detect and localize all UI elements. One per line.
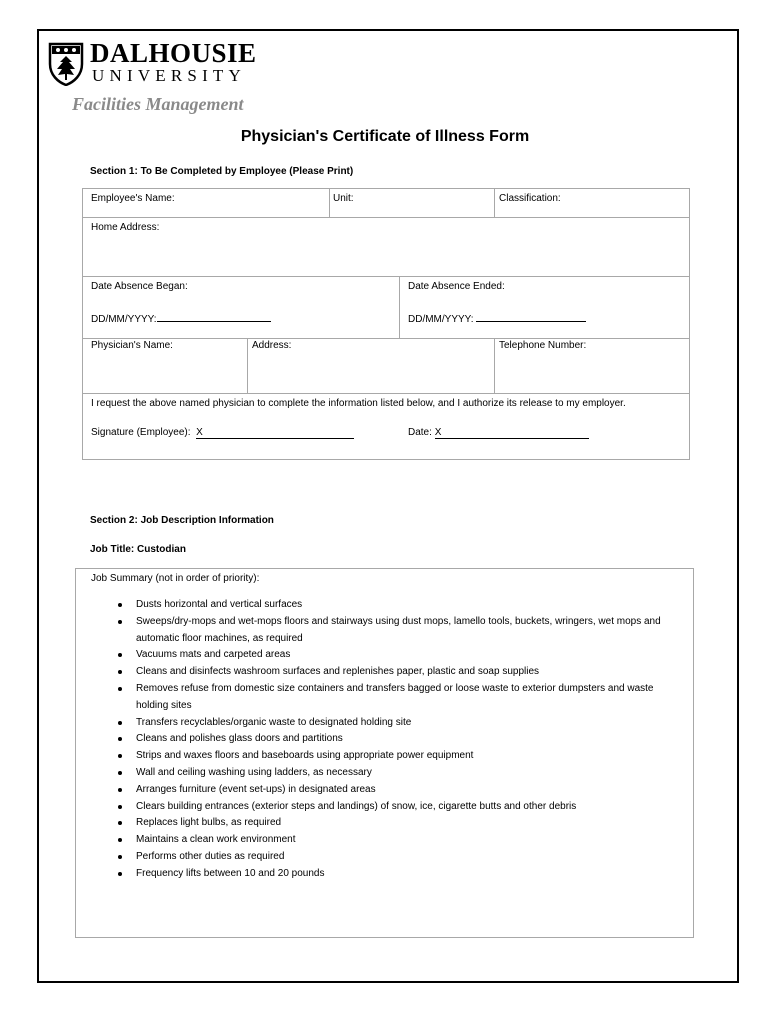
signature-label: Signature (Employee): (91, 427, 191, 438)
employee-name-field[interactable]: Employee's Name: (91, 193, 175, 204)
job-summary-label: Job Summary (not in order of priority): (91, 573, 260, 584)
logo-wordmark-dalhousie: DALHOUSIE (90, 38, 257, 68)
home-address-field[interactable]: Home Address: (91, 222, 160, 233)
list-item: Strips and waxes floors and baseboards using appropriate power equipment (118, 748, 678, 765)
employee-signature-field[interactable] (91, 427, 354, 439)
logo-wordmark-university: UNIVERSITY (92, 66, 246, 85)
row-divider (82, 217, 690, 218)
list-item: Vacuums mats and carpeted areas (118, 647, 678, 664)
date-began-input[interactable] (91, 311, 271, 325)
list-item: Cleans and disinfects washroom surfaces and replenishes paper, plastic and soap supplies (118, 664, 678, 681)
col-divider (494, 188, 495, 217)
duties-list (118, 597, 678, 883)
date-began-line (157, 311, 271, 322)
list-item: Performs other duties as required (118, 849, 678, 866)
row-divider (82, 338, 690, 339)
date-label: Date: (408, 427, 432, 438)
list-item: Transfers recyclables/organic waste to designated holding site (118, 715, 678, 732)
list-item: Frequency lifts between 10 and 20 pounds (118, 866, 678, 883)
list-item: Removes refuse from domestic size containers and transfers bagged or loose waste to exterior dumpsters and waste holding sites (118, 681, 678, 715)
list-item: Wall and ceiling washing using ladders, as necessary (118, 765, 678, 782)
department-subtitle: Facilities Management (72, 94, 244, 114)
list-item: Maintains a clean work environment (118, 832, 678, 849)
list-item: Replaces light bulbs, as required (118, 815, 678, 832)
list-item: Sweeps/dry-mops and wet-mops floors and stairways using dust mops, lamello tools, buckets, wringers, wet mops and automatic floor machines, as required (118, 614, 678, 648)
list-item: Cleans and polishes glass doors and partitions (118, 731, 678, 748)
date-format-label: DD/MM/YYYY: (91, 314, 157, 325)
unit-field[interactable]: Unit: (333, 193, 354, 204)
signature-line: X (196, 427, 354, 439)
date-absence-began-label: Date Absence Began: (91, 281, 188, 292)
col-divider (329, 188, 330, 217)
classification-field[interactable]: Classification: (499, 193, 561, 204)
authorization-statement: I request the above named physician to complete the information listed below, and I authorize its release to my employer. (91, 398, 626, 409)
form-title: Physician's Certificate of Illness Form (240, 128, 530, 145)
section1-heading: Section 1: To Be Completed by Employee (Please Print) (90, 166, 354, 177)
row-divider (82, 276, 690, 277)
job-title: Job Title: Custodian (90, 544, 186, 555)
col-divider (494, 338, 495, 393)
col-divider (247, 338, 248, 393)
row-divider (82, 393, 690, 394)
section2-heading: Section 2: Job Description Information (90, 515, 274, 526)
list-item: Dusts horizontal and vertical surfaces (118, 597, 678, 614)
date-ended-input[interactable] (408, 311, 586, 325)
shield-crest-icon (48, 42, 84, 86)
physician-address-field[interactable]: Address: (252, 340, 292, 351)
physician-name-field[interactable]: Physician's Name: (91, 340, 173, 351)
list-item: Clears building entrances (exterior steps and landings) of snow, ice, cigarette butts and other debris (118, 799, 678, 816)
date-absence-ended-label: Date Absence Ended: (408, 281, 505, 292)
date-format-label: DD/MM/YYYY: (408, 314, 474, 325)
col-divider (399, 276, 400, 338)
telephone-number-field[interactable]: Telephone Number: (499, 340, 587, 351)
date-ended-line (476, 311, 586, 322)
list-item: Arranges furniture (event set-ups) in designated areas (118, 782, 678, 799)
date-line: X (435, 427, 589, 439)
signature-date-field[interactable] (408, 427, 589, 439)
